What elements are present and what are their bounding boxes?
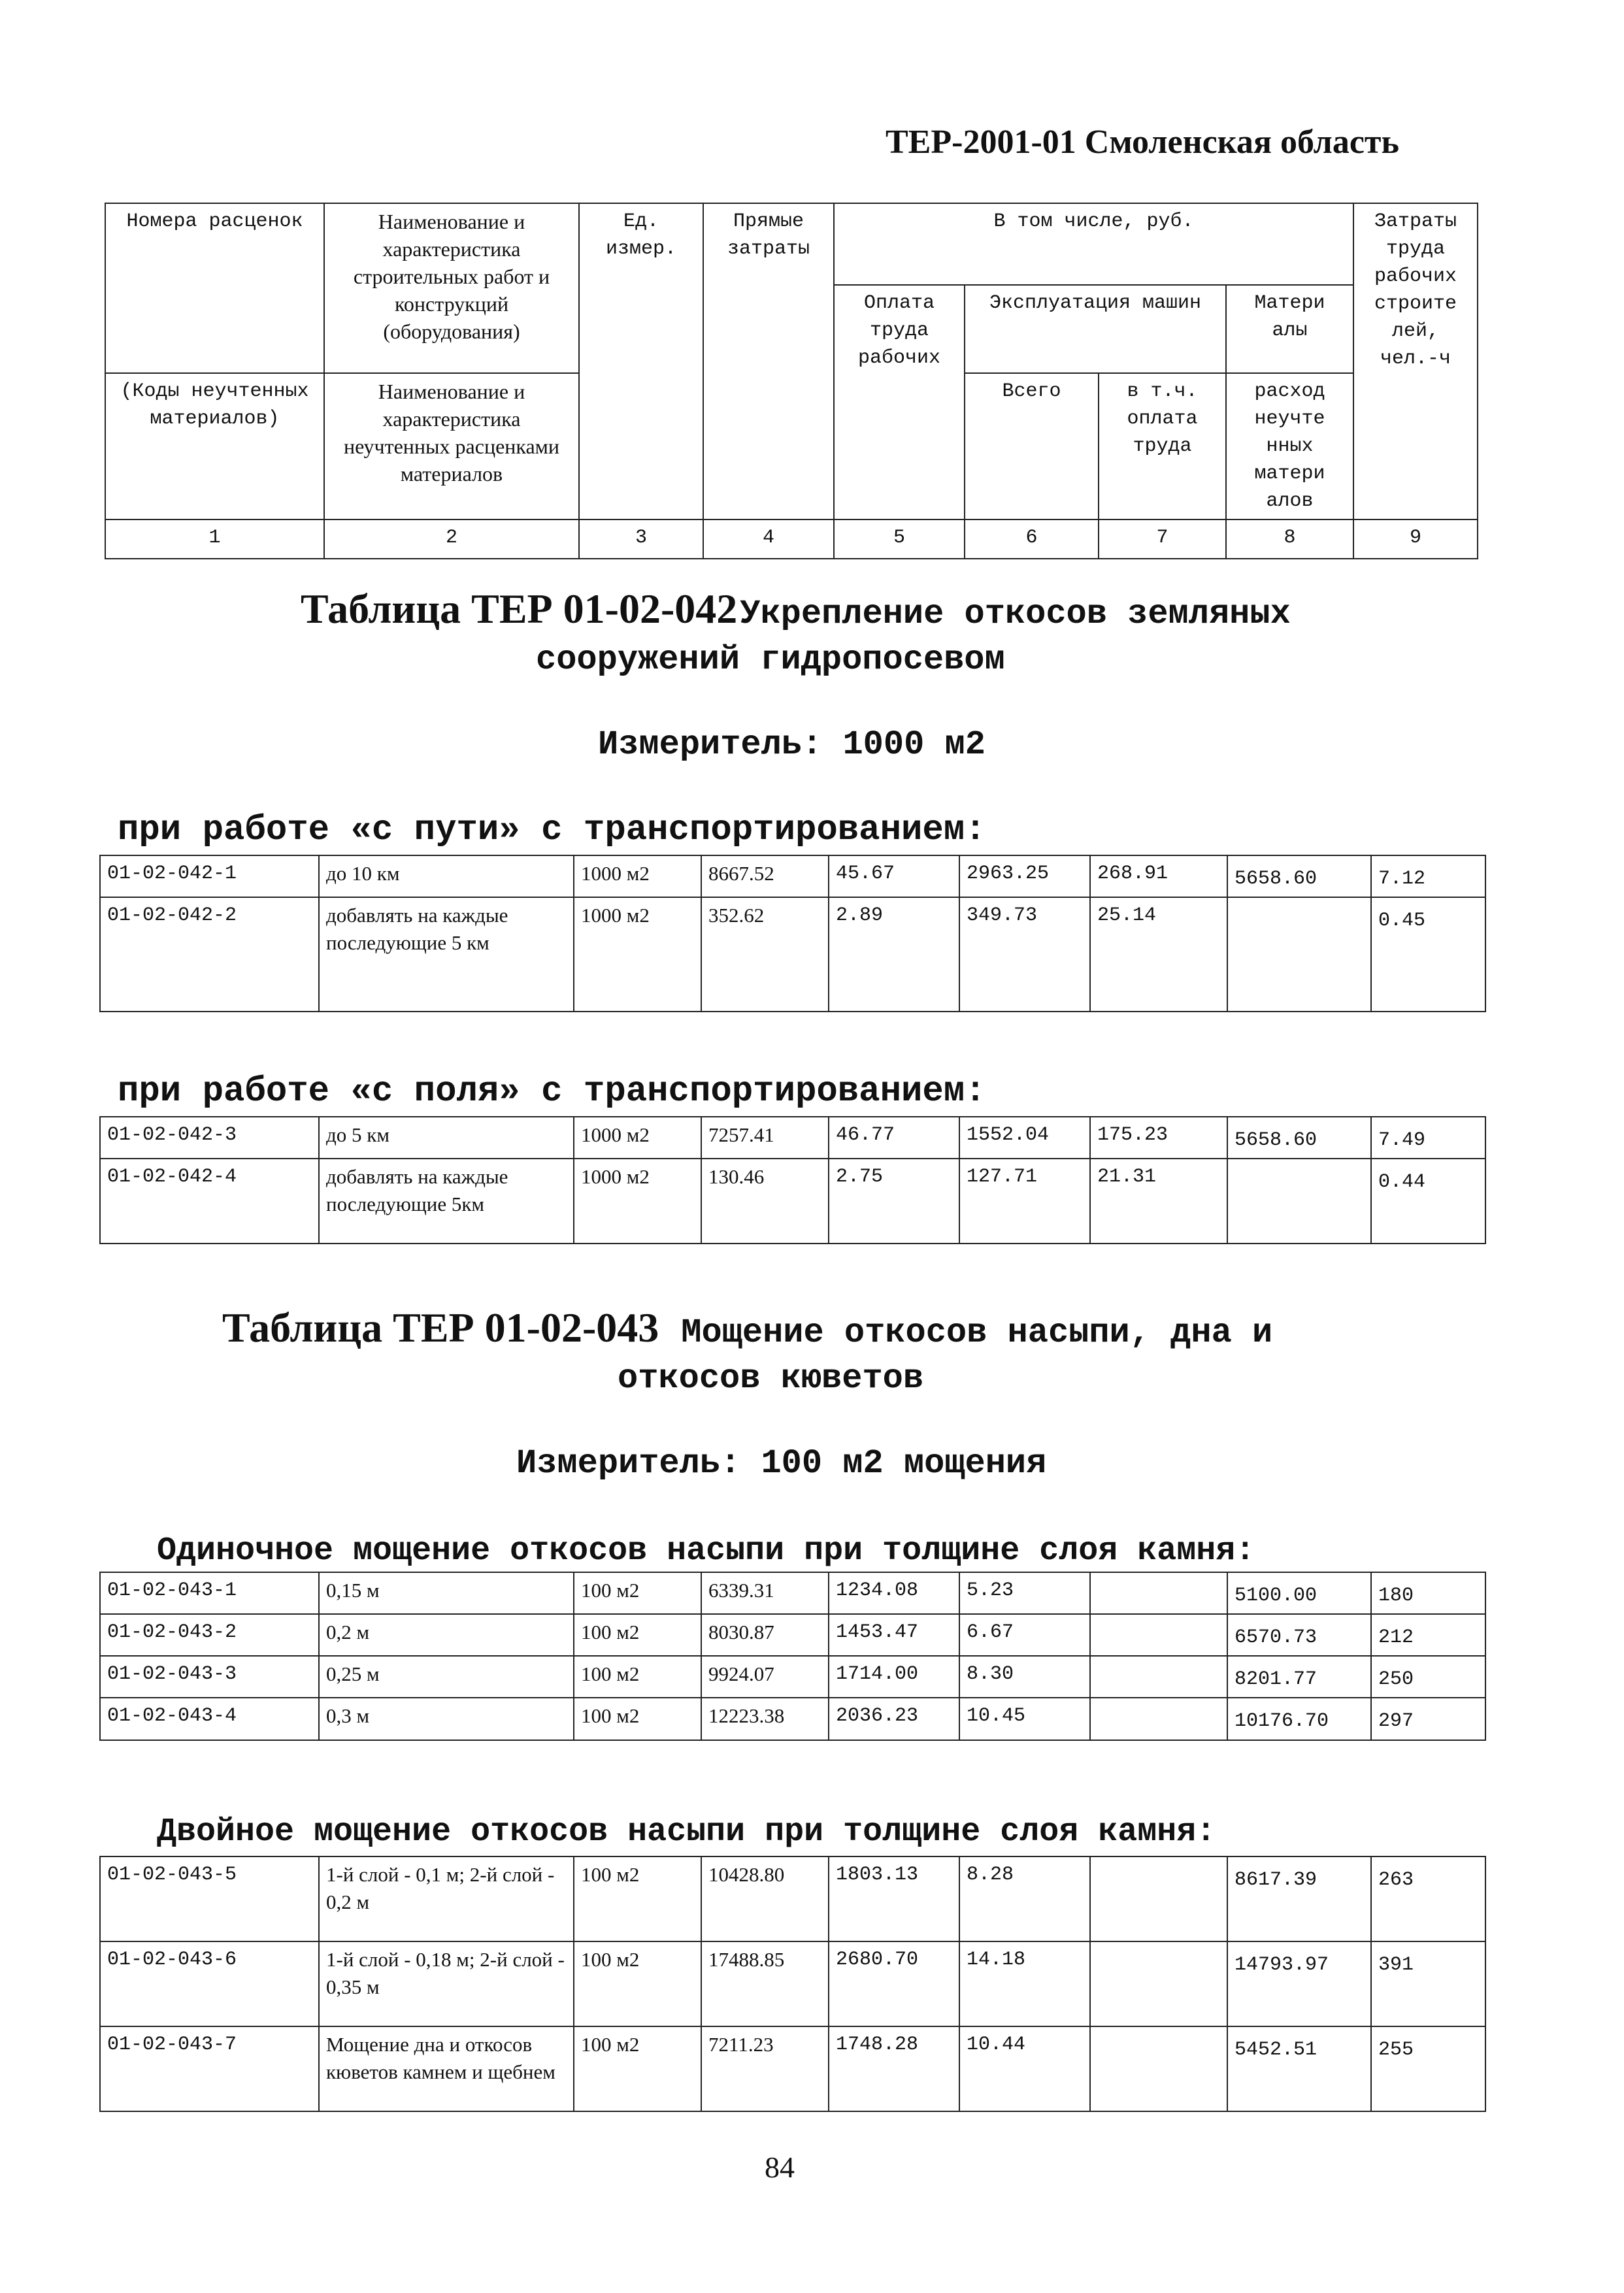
cell-unit: 1000 м2 — [574, 855, 701, 897]
table-043-caption: Мощение откосов насыпи, дна и — [681, 1313, 1273, 1352]
cell-code: 01-02-043-5 — [100, 1856, 319, 1941]
cell-mach-labor: 175.23 — [1090, 1117, 1227, 1159]
cell-mat: 8617.39 — [1227, 1856, 1371, 1941]
table-043-number: Таблица ТЕР 01-02-043 — [222, 1304, 659, 1351]
table-043-rows-1 — [99, 1572, 1486, 1741]
hdr-unit: Ед. измер. — [579, 203, 703, 520]
cell-mach: 5.23 — [959, 1572, 1090, 1614]
hdr-material-names: Наименование и характеристика неучтенных расценками материалов — [324, 373, 579, 520]
cell-code: 01-02-042-1 — [100, 855, 319, 897]
cell-mat: 5100.00 — [1227, 1572, 1371, 1614]
cell-mach-labor — [1090, 1572, 1227, 1614]
cell-mat — [1227, 897, 1371, 1012]
cell-direct: 8667.52 — [701, 855, 829, 897]
cell-code: 01-02-043-2 — [100, 1614, 319, 1656]
cell-name: 0,2 м — [319, 1614, 574, 1656]
hdr-group: В том числе, руб. — [834, 203, 1353, 285]
cell-direct: 12223.38 — [701, 1698, 829, 1740]
cell-mach: 8.28 — [959, 1856, 1090, 1941]
column-header-table — [105, 203, 1478, 559]
cell-name: добавлять на каждые последующие 5 км — [319, 897, 574, 1012]
cell-mat: 5658.60 — [1227, 1117, 1371, 1159]
cell-hours: 263 — [1371, 1856, 1485, 1941]
cell-mach: 14.18 — [959, 1941, 1090, 2026]
hdr-labor-hours: Затраты труда рабочих строите лей, чел.-ч — [1353, 203, 1478, 520]
hdr-materials: Матери алы — [1226, 285, 1353, 373]
cell-name: Мощение дна и откосов кюветов камнем и щебнем — [319, 2026, 574, 2111]
table-row — [100, 1698, 1485, 1740]
table-row — [100, 1656, 1485, 1698]
cell-labor: 2680.70 — [829, 1941, 959, 2026]
cell-mach: 10.45 — [959, 1698, 1090, 1740]
cell-hours: 7.12 — [1371, 855, 1485, 897]
cell-direct: 17488.85 — [701, 1941, 829, 2026]
table-row — [100, 1856, 1485, 1941]
cell-mat — [1227, 1159, 1371, 1244]
cell-labor: 2.89 — [829, 897, 959, 1012]
cell-labor: 1803.13 — [829, 1856, 959, 1941]
cell-mach: 349.73 — [959, 897, 1090, 1012]
cell-mach-labor — [1090, 1941, 1227, 2026]
table-row — [100, 1572, 1485, 1614]
cell-unit: 100 м2 — [574, 1572, 701, 1614]
cell-hours: 180 — [1371, 1572, 1485, 1614]
table-043-title — [222, 1304, 1272, 1352]
cell-direct: 7257.41 — [701, 1117, 829, 1159]
cell-hours: 297 — [1371, 1698, 1485, 1740]
cell-labor: 1748.28 — [829, 2026, 959, 2111]
cell-hours: 250 — [1371, 1656, 1485, 1698]
cell-unit: 1000 м2 — [574, 897, 701, 1012]
cell-direct: 8030.87 — [701, 1614, 829, 1656]
col-num: 8 — [1226, 520, 1353, 559]
cell-unit: 1000 м2 — [574, 1159, 701, 1244]
cell-mach-labor — [1090, 1656, 1227, 1698]
cell-name: 0,3 м — [319, 1698, 574, 1740]
cell-direct: 352.62 — [701, 897, 829, 1012]
cell-name: 1-й слой - 0,1 м; 2-й слой - 0,2 м — [319, 1856, 574, 1941]
table-row — [100, 1614, 1485, 1656]
cell-labor: 2036.23 — [829, 1698, 959, 1740]
cell-hours: 255 — [1371, 2026, 1485, 2111]
cell-mach-labor: 21.31 — [1090, 1159, 1227, 1244]
col-num: 7 — [1099, 520, 1226, 559]
cell-mat: 6570.73 — [1227, 1614, 1371, 1656]
cell-mach-labor — [1090, 1856, 1227, 1941]
table-043-section-2: Двойное мощение откосов насыпи при толщине слоя камня: — [157, 1813, 1216, 1851]
hdr-machines: Эксплуатация машин — [965, 285, 1226, 373]
col-num: 9 — [1353, 520, 1478, 559]
cell-labor: 1453.47 — [829, 1614, 959, 1656]
cell-mat: 10176.70 — [1227, 1698, 1371, 1740]
cell-hours: 391 — [1371, 1941, 1485, 2026]
col-num: 1 — [105, 520, 324, 559]
cell-mach-labor: 25.14 — [1090, 897, 1227, 1012]
cell-name: 0,25 м — [319, 1656, 574, 1698]
cell-mat: 14793.97 — [1227, 1941, 1371, 2026]
table-042-number: Таблица ТЕР 01-02-042 — [301, 586, 738, 632]
page-header: ТЕР-2001-01 Смоленская область — [886, 124, 1399, 161]
table-042-caption: Укрепление откосов земляных — [740, 595, 1291, 633]
hdr-machines-total: Всего — [965, 373, 1099, 520]
cell-code: 01-02-042-2 — [100, 897, 319, 1012]
cell-unit: 100 м2 — [574, 1698, 701, 1740]
table-043-section-1: Одиночное мощение откосов насыпи при толщине слоя камня: — [157, 1532, 1255, 1570]
hdr-material-codes: (Коды неучтенных материалов) — [105, 373, 324, 520]
cell-name: 0,15 м — [319, 1572, 574, 1614]
cell-code: 01-02-043-3 — [100, 1656, 319, 1698]
cell-name: 1-й слой - 0,18 м; 2-й слой - 0,35 м — [319, 1941, 574, 2026]
cell-labor: 1234.08 — [829, 1572, 959, 1614]
hdr-machines-labor: в т.ч. оплата труда — [1099, 373, 1226, 520]
cell-mach-labor: 268.91 — [1090, 855, 1227, 897]
cell-mat: 5658.60 — [1227, 855, 1371, 897]
cell-mat: 5452.51 — [1227, 2026, 1371, 2111]
cell-code: 01-02-043-1 — [100, 1572, 319, 1614]
table-row — [100, 855, 1485, 897]
table-042-caption-line2: сооружений гидропосевом — [536, 640, 1005, 679]
col-num: 5 — [834, 520, 965, 559]
cell-unit: 100 м2 — [574, 1941, 701, 2026]
table-row — [100, 897, 1485, 1012]
hdr-name: Наименование и характеристика строительных работ и конструкций (оборудования) — [324, 203, 579, 373]
col-num: 6 — [965, 520, 1099, 559]
hdr-direct-costs: Прямые затраты — [703, 203, 834, 520]
table-row — [100, 1117, 1485, 1159]
cell-labor: 1714.00 — [829, 1656, 959, 1698]
page-number: 84 — [765, 2151, 795, 2184]
table-042-rows-1 — [99, 855, 1486, 1012]
table-042-section-2: при работе «с поля» с транспортированием: — [118, 1072, 986, 1112]
cell-labor: 2.75 — [829, 1159, 959, 1244]
col-num: 4 — [703, 520, 834, 559]
hdr-material-usage: расход неучте нных матери алов — [1226, 373, 1353, 520]
cell-hours: 212 — [1371, 1614, 1485, 1656]
cell-mach-labor — [1090, 1698, 1227, 1740]
cell-mach: 2963.25 — [959, 855, 1090, 897]
cell-code: 01-02-043-6 — [100, 1941, 319, 2026]
cell-code: 01-02-043-4 — [100, 1698, 319, 1740]
cell-unit: 100 м2 — [574, 1614, 701, 1656]
hdr-codes: Номера расценок — [105, 203, 324, 373]
hdr-labor-pay: Оплата труда рабочих — [834, 285, 965, 520]
cell-name: до 10 км — [319, 855, 574, 897]
table-row — [100, 1159, 1485, 1244]
cell-mat: 8201.77 — [1227, 1656, 1371, 1698]
cell-mach: 8.30 — [959, 1656, 1090, 1698]
cell-direct: 6339.31 — [701, 1572, 829, 1614]
cell-mach: 127.71 — [959, 1159, 1090, 1244]
cell-mach: 1552.04 — [959, 1117, 1090, 1159]
cell-direct: 10428.80 — [701, 1856, 829, 1941]
table-row — [100, 2026, 1485, 2111]
cell-hours: 0.45 — [1371, 897, 1485, 1012]
cell-unit: 1000 м2 — [574, 1117, 701, 1159]
table-043-rows-2 — [99, 1856, 1486, 2112]
table-042-section-1: при работе «с пути» с транспортированием: — [118, 810, 986, 850]
cell-direct: 130.46 — [701, 1159, 829, 1244]
table-043-meter: Измеритель: 100 м2 мощения — [516, 1444, 1047, 1483]
cell-labor: 46.77 — [829, 1117, 959, 1159]
cell-name: добавлять на каждые последующие 5км — [319, 1159, 574, 1244]
cell-labor: 45.67 — [829, 855, 959, 897]
cell-code: 01-02-042-3 — [100, 1117, 319, 1159]
cell-hours: 0.44 — [1371, 1159, 1485, 1244]
cell-direct: 9924.07 — [701, 1656, 829, 1698]
cell-mach: 6.67 — [959, 1614, 1090, 1656]
col-num: 2 — [324, 520, 579, 559]
table-042-meter: Измеритель: 1000 м2 — [598, 725, 986, 764]
cell-name: до 5 км — [319, 1117, 574, 1159]
cell-mach: 10.44 — [959, 2026, 1090, 2111]
table-042-rows-2 — [99, 1116, 1486, 1244]
cell-code: 01-02-042-4 — [100, 1159, 319, 1244]
cell-unit: 100 м2 — [574, 2026, 701, 2111]
cell-hours: 7.49 — [1371, 1117, 1485, 1159]
cell-direct: 7211.23 — [701, 2026, 829, 2111]
cell-mach-labor — [1090, 1614, 1227, 1656]
cell-unit: 100 м2 — [574, 1656, 701, 1698]
cell-unit: 100 м2 — [574, 1856, 701, 1941]
table-043-caption-line2: откосов кюветов — [618, 1359, 924, 1398]
table-row — [100, 1941, 1485, 2026]
cell-mach-labor — [1090, 2026, 1227, 2111]
table-042-title — [301, 585, 1291, 633]
col-num: 3 — [579, 520, 703, 559]
cell-code: 01-02-043-7 — [100, 2026, 319, 2111]
